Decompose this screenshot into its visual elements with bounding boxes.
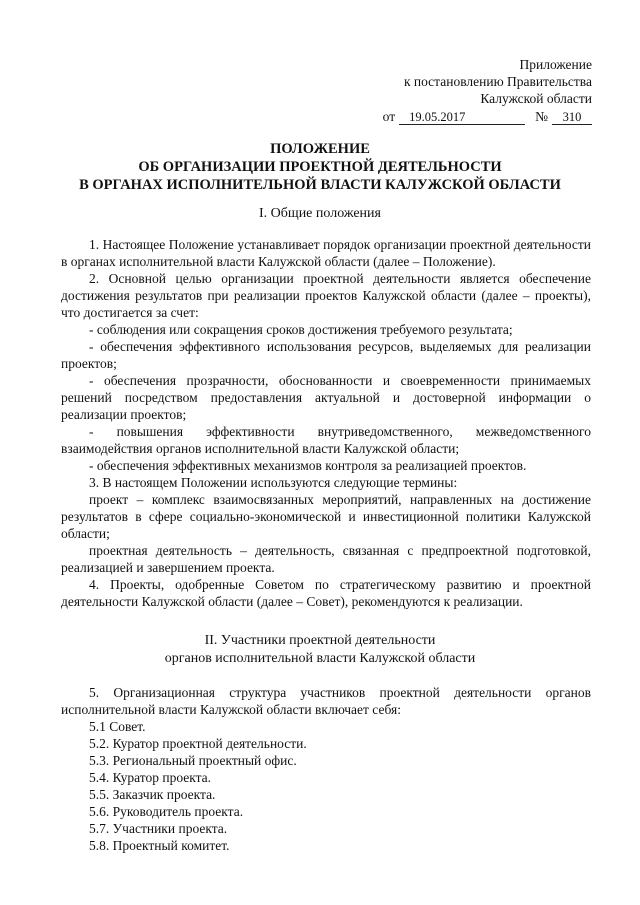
paragraph-2: 2. Основной целью организации проектной деятельности является обеспечение достижения результатов при реализации проектов Калужской области (далее – проекты), что достигается за счет: <box>61 271 591 320</box>
title-line-3: В ОРГАНАХ ИСПОЛНИТЕЛЬНОЙ ВЛАСТИ КАЛУЖСКОЙ ОБЛАСТИ <box>79 177 561 193</box>
decree-date: 19.05.2017 <box>399 110 525 125</box>
appendix-block <box>383 56 592 125</box>
paragraph-4: 4. Проекты, одобренные Советом по стратегическому развитию и проектной деятельности Калужской области (далее – Совет), рекомендуются к реализации. <box>61 577 591 609</box>
list-item: - обеспечения прозрачности, обоснованности и своевременности принимаемых решений посредством предоставления актуальной и достоверной информации о реализации проектов; <box>61 373 591 422</box>
title-line-2: ОБ ОРГАНИЗАЦИИ ПРОЕКТНОЙ ДЕЯТЕЛЬНОСТИ <box>138 159 502 175</box>
list-item: - повышения эффективности внутриведомственного, межведомственного взаимодействия органов исполнительной власти Калужской области; <box>61 424 591 456</box>
list-item: 5.1 Совет. <box>89 719 146 734</box>
title-line-1: ПОЛОЖЕНИЕ <box>270 141 370 157</box>
list-item: 5.6. Руководитель проекта. <box>89 804 244 819</box>
list-item: 5.8. Проектный комитет. <box>89 838 230 853</box>
paragraph-3: 3. В настоящем Положении используются следующие термины: <box>89 475 458 490</box>
list-item: - обеспечения эффективного использования ресурсов, выделяемых для реализации проектов; <box>61 339 591 371</box>
list-item: 5.5. Заказчик проекта. <box>89 787 216 802</box>
term-definition: проект – комплекс взаимосвязанных мероприятий, направленных на достижение результатов в сфере социально-экономической и инвестиционной политики Калужской области; <box>61 492 591 541</box>
appendix-line-3: Калужской области <box>480 91 592 106</box>
paragraph-1: 1. Настоящее Положение устанавливает порядок организации проектной деятельности в органах исполнительной власти Калужской области (далее – Положение). <box>61 237 591 269</box>
from-label: от <box>382 109 396 124</box>
section-1-heading: I. Общие положения <box>259 206 381 221</box>
number-label: № <box>535 109 548 124</box>
list-item: 5.4. Куратор проекта. <box>89 770 212 785</box>
decree-number: 310 <box>552 110 592 125</box>
section-2-heading-line-1: II. Участники проектной деятельности <box>204 633 436 648</box>
list-item: 5.2. Куратор проектной деятельности. <box>89 736 307 751</box>
list-item: 5.7. Участники проекта. <box>89 821 228 836</box>
term-definition: проектная деятельность – деятельность, связанная с предпроектной подготовкой, реализацией и завершением проекта. <box>61 543 591 575</box>
section-2-body <box>61 684 591 854</box>
document-title <box>0 140 640 194</box>
section-1-body <box>61 236 591 610</box>
list-item: 5.3. Региональный проектный офис. <box>89 753 297 768</box>
list-item: - обеспечения эффективных механизмов контроля за реализацией проектов. <box>89 458 527 473</box>
appendix-line-1: Приложение <box>519 57 592 72</box>
paragraph-5: 5. Организационная структура участников проектной деятельности органов исполнительной власти Калужской области включает себя: <box>61 685 591 717</box>
section-2-heading <box>0 632 640 668</box>
list-item: - соблюдения или сокращения сроков достижения требуемого результата; <box>89 322 513 337</box>
section-2-heading-line-2: органов исполнительной власти Калужской области <box>164 651 476 666</box>
appendix-reference-line <box>383 108 592 125</box>
appendix-line-2: к постановлению Правительства <box>403 74 592 89</box>
